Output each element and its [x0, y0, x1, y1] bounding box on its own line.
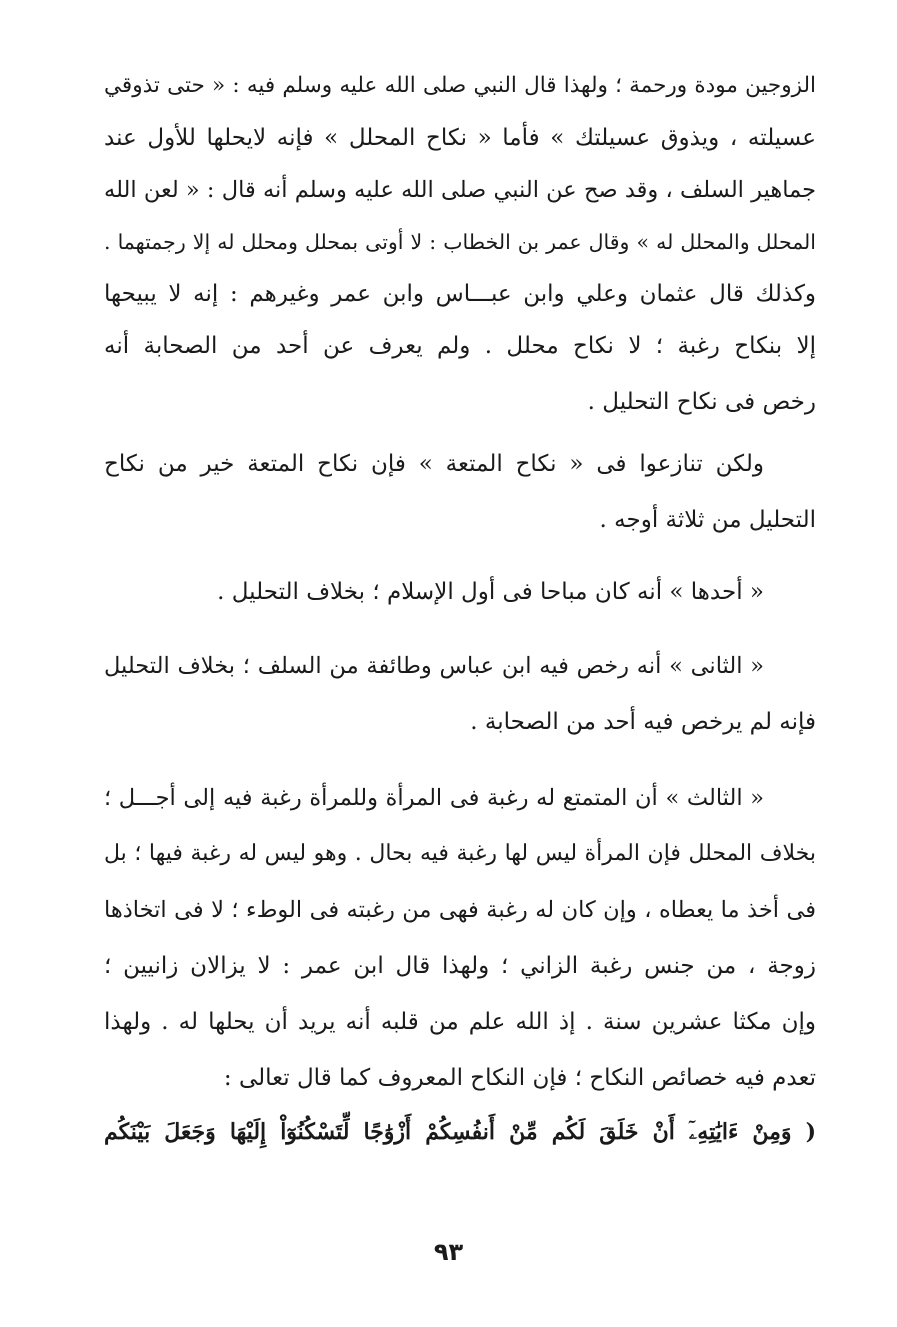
text-line-3: جماهير السلف ، وقد صح عن النبي صلى الله عليه وسلم أنه قال : « لعن الله: [104, 177, 816, 203]
text-line-14: بخلاف المحلل فإن المرأة ليس لها رغبة فيه بحال . وهو ليس له رغبة فيها ؛ بل: [104, 841, 816, 866]
text-line-13: « الثالث » أن المتمتع له رغبة فى المرأة وللمرأة رغبة فيه إلى أجـــل ؛: [104, 785, 764, 811]
page-body: [104, 60, 816, 1260]
text-line-6: إلا بنكاح رغبة ؛ لا نكاح محلل . ولم يعرف عن أحد من الصحابة أنه: [104, 333, 816, 359]
text-line-2: عسيلته ، ويذوق عسيلتك » فأما « نكاح المحلل » فإنه لايحلها للأول عند: [104, 125, 816, 151]
text-line-12: فإنه لم يرخص فيه أحد من الصحابة .: [470, 709, 816, 735]
text-line-15: فى أخذ ما يعطاه ، وإن كان له رغبة فهى من رغبته فى الوطء ؛ لا فى اتخاذها: [104, 897, 816, 923]
quran-verse: ( وَمِنْ ءَايَٰتِهِۦٓ أَنْ خَلَقَ لَكُم مِّنْ أَنفُسِكُمْ أَزْوَٰجًا لِّتَسْكُنُوٓاْ إِلَيْهَا وَجَعَلَ بَيْنَكُم: [104, 1119, 816, 1145]
text-line-9: التحليل من ثلاثة أوجه .: [599, 507, 816, 533]
text-line-1: الزوجين مودة ورحمة ؛ ولهذا قال النبي صلى الله عليه وسلم فيه : « حتى تذوقي: [104, 73, 816, 98]
text-line-7: رخص فى نكاح التحليل .: [587, 389, 816, 415]
text-line-4: المحلل والمحلل له » وقال عمر بن الخطاب : لا أوتى بمحلل ومحلل له إلا رجمتهما .: [104, 230, 816, 254]
text-line-17: وإن مكثا عشرين سنة . إذ الله علم من قلبه أنه يريد أن يحلها له . ولهذا: [104, 1009, 816, 1035]
text-line-16: زوجة ، من جنس رغبة الزاني ؛ ولهذا قال ابن عمر : لا يزالان زانيين ؛: [104, 953, 816, 979]
text-line-11: « الثانى » أنه رخص فيه ابن عباس وطائفة من السلف ؛ بخلاف التحليل: [104, 653, 764, 679]
text-line-5: وكذلك قال عثمان وعلي وابن عبـــاس وابن عمر وغيرهم : إنه لا يبيحها: [104, 281, 816, 307]
text-line-18: تعدم فيه خصائص النكاح ؛ فإن النكاح المعروف كما قال تعالى :: [223, 1065, 816, 1091]
text-line-8: ولكن تنازعوا فى « نكاح المتعة » فإن نكاح المتعة خير من نكاح: [104, 451, 764, 477]
text-line-10: « أحدها » أنه كان مباحا فى أول الإسلام ؛ بخلاف التحليل .: [217, 579, 764, 605]
page-number: ٩٣: [433, 1238, 464, 1266]
